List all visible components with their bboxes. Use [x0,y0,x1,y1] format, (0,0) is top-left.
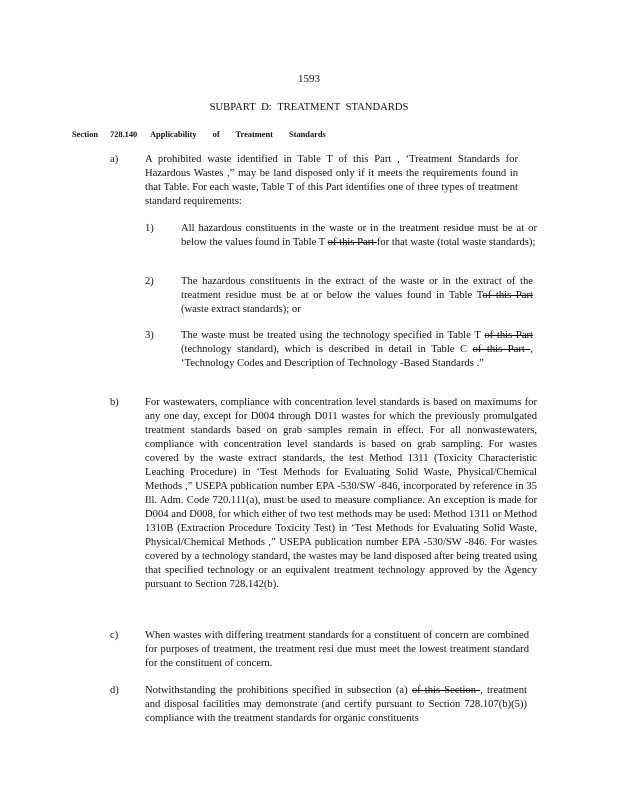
section-heading [72,128,326,142]
para-a-text: A prohibited waste identified in Table T of this Part , ‘Treatment Standards for Hazardous Wastes ,” may be land disposed only if it meets the requirements found in that Table. For each waste, Table T of this Part identifies one of three types of treatment standard requirements: [145,154,518,207]
item-2-text [181,275,533,317]
item-1-text-post: for that waste (total waste standards); [376,237,536,248]
item-3-struck-text-2: of this Part [472,344,531,355]
para-b-text: For wastewaters, compliance with concentration level standards is based on maximums for any one day, except for D004 through D011 wastes for which the previously promulgated treatment standards based on grab samples remain in effect. For all nonwastewaters, compliance with concentration level standards is based on grab sampling. For wastes covered by the waste extract standards, the test Method 1311 (Toxicity Characteristic Leaching Procedure) in ‘Test Methods for Evaluating Solid Waste, Physical/Chemical Methods ,” USEPA publication number EPA -530/SW -846, incorporated by reference in 35 Ill. Adm. Code 720.111(a), must be used to measure compliance. An exception is made for D004 and D008, for which either of two test methods may be used: Method 1311 or Method 1310B (Extraction Procedure Toxicity Test) in ‘Test Methods for Evaluating Solid Waste, Physical/Chemical Methods ,” USEPA publication number EPA -530/SW -846. For wastes covered by a technology standard, the wastes may be land disposed after being treated using that specified technology or an equivalent treatment technology approved by the Agency pursuant to Section 728.142(b). [145,397,537,590]
para-c-text: When wastes with differing treatment standards for a constituent of concern are combined for purposes of treatment, the treatment resi due must meet the lowest treatment standard for the constituent of concern. [145,630,529,669]
para-d-text [145,684,527,726]
item-3-text-pre: The waste must be treated using the technology specified in Table T [181,330,485,341]
item-2-text-pre: The hazardous constituents in the extract of the waste or in the extract of the treatment residue must be at or below the values found in Table T [181,276,533,301]
item-1-marker: 1) [145,223,154,234]
para-d-text-post: , treatment and disposal facilities may demonstrate (and certify pursuant to Section 728.107(b)(5)) compliance with the treatment standards for organic constituents [145,685,527,724]
section-label: Section [72,130,99,139]
item-3-struck-text: of this Part [484,330,533,341]
section-title: Applicability of Treatment Standards [150,130,326,139]
subpart-heading: SUBPART D: TREATMENT STANDARDS [209,102,409,113]
para-d-struck-text: of this Section [411,685,481,696]
item-2-text-post: (waste extract standards); or [181,304,301,315]
item-2-struck-text: of this Part [482,290,533,301]
item-3-text-mid: (technology standard), which is described in detail in Table C [181,344,473,355]
page-number: 1593 [298,73,320,85]
para-a-marker: a) [110,154,119,165]
item-1-struck-text: of this Part [327,237,377,248]
item-3-text [181,329,533,371]
item-2-marker: 2) [145,276,154,287]
item-1-text [181,222,537,250]
item-1-text-pre: All hazardous constituents in the waste or in the treatment residue must be at or below the values found in Table T [181,223,537,248]
para-d-marker: d) [110,685,119,696]
para-d-text-pre: Notwithstanding the prohibitions specified in subsection (a) [145,685,412,696]
item-3-text-post: , ‘Technology Codes and Description of Technology -Based Standards .” [181,344,533,369]
para-b-marker: b) [110,397,119,408]
para-c-marker: c) [110,630,119,641]
item-3-marker: 3) [145,330,154,341]
section-number: 728.140 [110,130,138,139]
